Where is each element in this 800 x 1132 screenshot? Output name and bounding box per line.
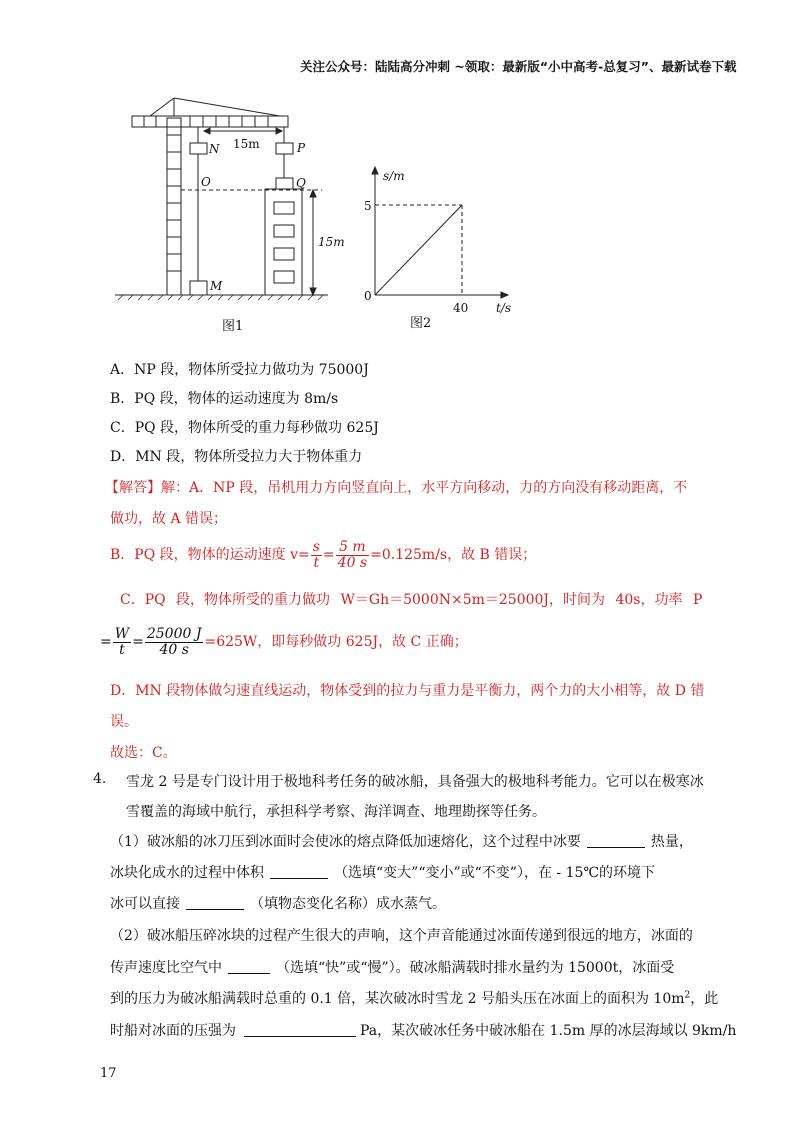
answer-b-line: B．PQ 段，物体的运动速度 v= $\frac{s}{t}$ = $\frac{5 m}{40 s}$ =0.125m/s，故 B 错误； — [110, 539, 537, 571]
q4-part2-line4: 时船对冰面的压强为 Pa，某次破冰任务中破冰船在 1.5m 厚的冰层海域以 9km/h — [110, 1023, 737, 1039]
option-b: B．PQ 段，物体的运动速度为 8m/s — [110, 391, 339, 407]
answer-choice: 故选：C。 — [110, 745, 177, 761]
label-15m-top: 15m — [233, 137, 260, 151]
figure2-caption: 图2 — [410, 316, 432, 331]
answer-d-line-1: D．MN 段物体做匀速直线运动，物体受到的拉力与重力是平衡力，两个力的大小相等，故 D 错 — [110, 683, 705, 699]
answer-b-suffix: =0.125m/s，故 B 错误； — [370, 547, 537, 564]
blank-volume[interactable] — [270, 864, 328, 879]
fraction-5m-over-40s: $\frac{5 m}{40 s}$ — [337, 539, 368, 571]
x-axis-label: t/s — [496, 301, 512, 315]
answer-line-1: 【解答】解：A．NP 段，吊机用力方向竖直向上，水平方向移动，力的方向没有移动距离，不 — [105, 480, 688, 496]
answer-d-line-2: 误。 — [110, 714, 138, 730]
q4-part2-line2: 传声速度比空气中 （选填“快”或“慢”）。破冰船满载时排水量约为 15000t，冰面受 — [110, 960, 675, 976]
label-q: Q — [296, 176, 306, 190]
figures — [110, 90, 530, 340]
option-a: A．NP 段，物体所受拉力做功为 75000J — [110, 362, 369, 378]
x-tick-40: 40 — [453, 301, 469, 315]
y-tick-5: 5 — [364, 199, 372, 213]
blank-speed[interactable] — [228, 959, 270, 974]
crane-figure — [115, 98, 328, 300]
q4-part1-line1: （1）破冰船的冰刀压到冰面时会使冰的熔点降低加速熔化，这个过程中冰要 热量， — [110, 834, 693, 850]
label-n: N — [209, 142, 220, 156]
page-header: 关注公众号：陆陆高分冲刺 ~领取：最新版“小中高考-总复习”、最新试卷下载 — [300, 59, 737, 74]
answer-b-prefix: B．PQ 段，物体的运动速度 v= — [110, 547, 310, 564]
answer-line-2: 做功，故 A 错误； — [110, 511, 228, 527]
label-p: P — [297, 141, 306, 155]
answer-c-suffix: =625W，即每秒做功 625J，故 C 正确； — [204, 634, 468, 651]
label-o: O — [201, 175, 211, 189]
blank-phase-change[interactable] — [186, 895, 244, 910]
q4-intro-1: 雪龙 2 号是专门设计用于极地科考任务的破冰船，具备强大的极地科考能力。它可以在极寒冰 — [126, 774, 704, 790]
q4-part1-line3: 冰可以直接 （填物态变化名称）成水蒸气。 — [110, 896, 446, 912]
fraction-25000j-over-40s: $\frac{25000 J}{40 s}$ — [146, 626, 202, 658]
label-m: M — [210, 279, 223, 293]
option-d: D．MN 段，物体所受拉力大于物体重力 — [110, 449, 363, 465]
answer-c-line-1: C．PQ 段，物体所受的重力做功 W＝Gh＝5000N×5m＝25000J，时间为 40s，功率 P — [120, 592, 703, 608]
answer-c-line-2: = $\frac{W}{t}$ = $\frac{25000 J}{40 s}$ =625W，即每秒做功 625J，故 C 正确； — [100, 626, 468, 658]
q4-part1-line2: 冰块化成水的过程中体积 （选填“变大”“变小”或“不变”），在 - 15℃的环境下 — [110, 865, 656, 881]
fraction-w-over-t: $\frac{W}{t}$ — [114, 626, 130, 658]
fraction-s-over-t: $\frac{s}{t}$ — [312, 539, 320, 571]
option-c: C．PQ 段，物体所受的重力每秒做功 625J — [110, 420, 379, 436]
page-number: 17 — [100, 1066, 117, 1081]
q4-part2-line3: 到的压力为破冰船满载时总重的 0.1 倍，某次破冰时雪龙 2 号船头压在冰面上的面积为 $10m^2$，此 — [110, 990, 719, 1007]
label-15m-height: 15m — [318, 235, 345, 249]
origin-label: 0 — [364, 289, 372, 303]
figure1-caption: 图1 — [222, 319, 244, 334]
y-axis-label: s/m — [383, 169, 405, 183]
blank-pressure[interactable] — [244, 1022, 356, 1037]
q4-part2-line1: （2）破冰船压碎冰块的过程产生很大的声响，这个声音能通过冰面传递到很远的地方，冰面的 — [110, 928, 693, 944]
st-graph — [372, 167, 508, 298]
blank-heat[interactable] — [587, 833, 645, 848]
q4-number: 4. — [93, 771, 107, 787]
q4-intro-2: 雪覆盖的海域中航行，承担科学考察、海洋调查、地理勘探等任务。 — [126, 804, 546, 820]
